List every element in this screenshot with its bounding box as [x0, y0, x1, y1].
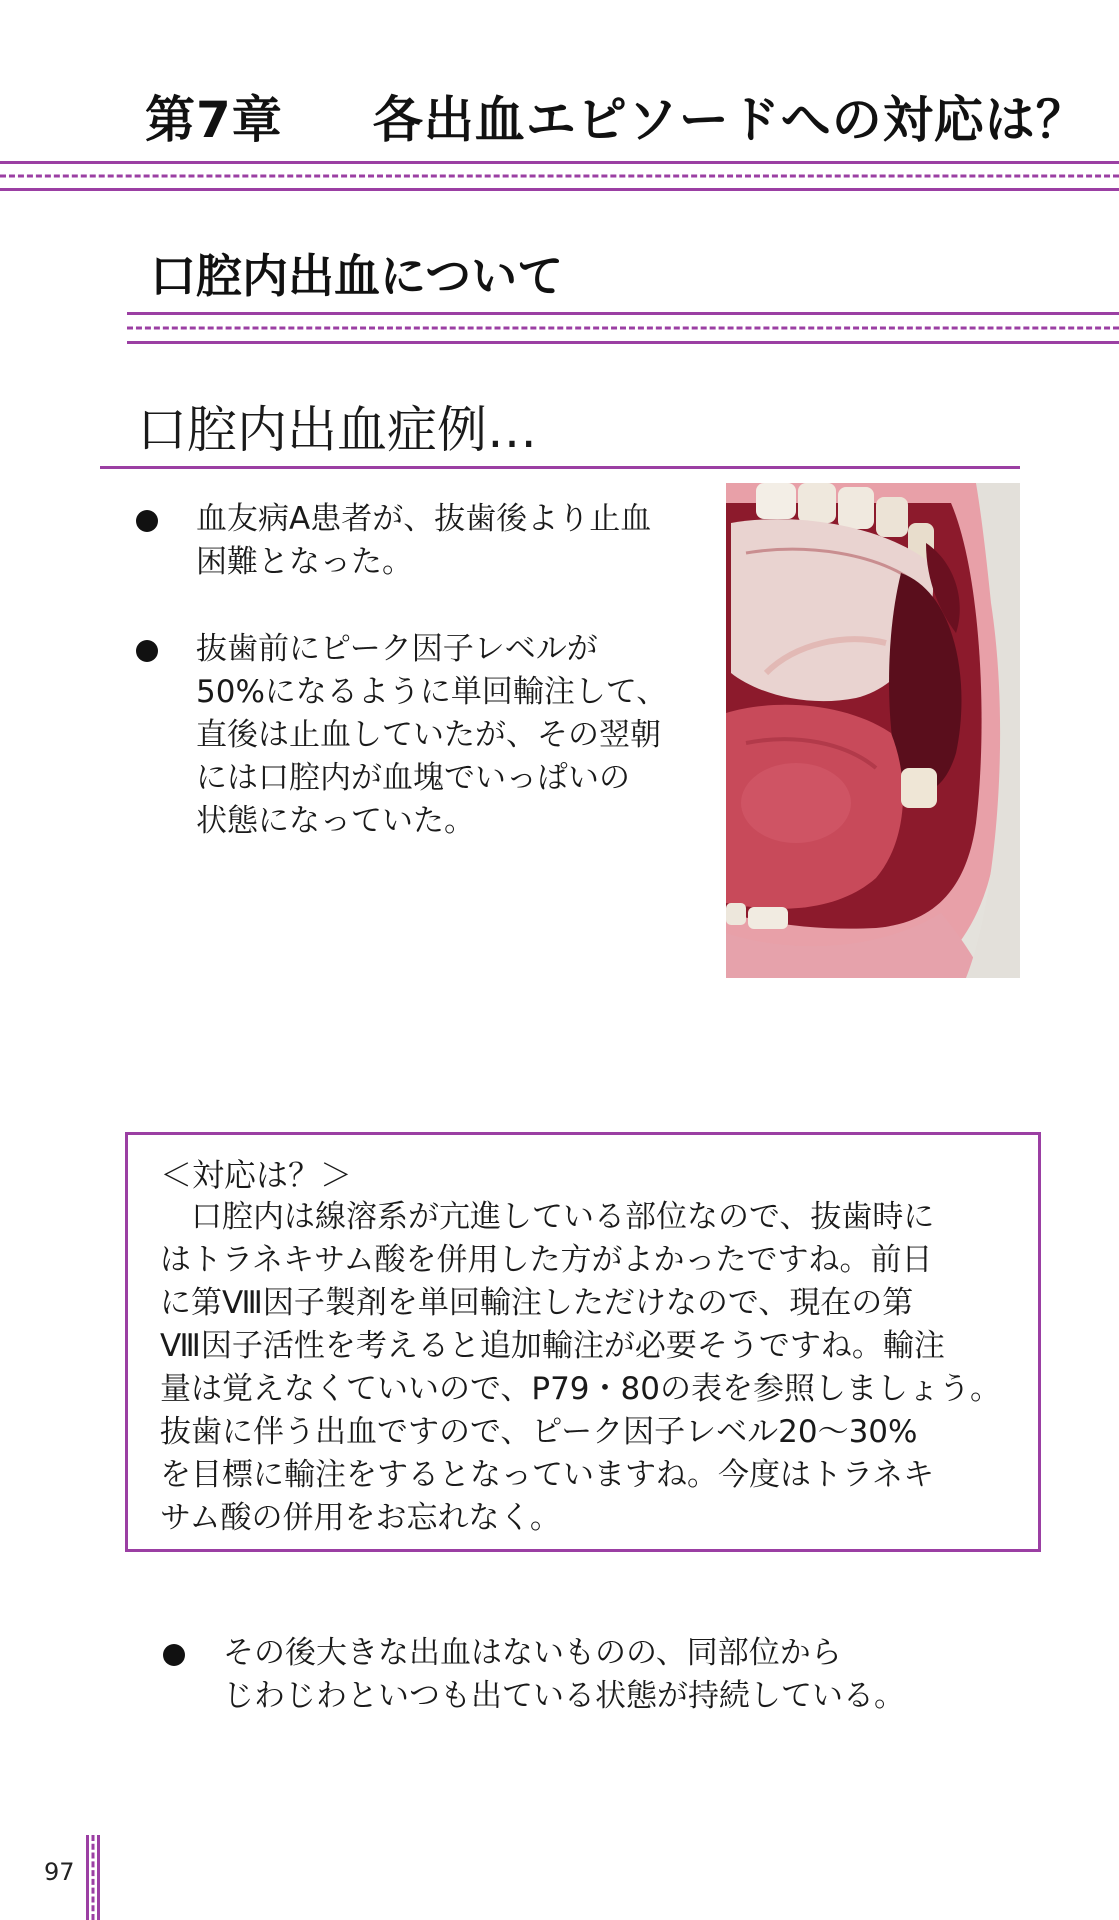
chapter-number: 第7章 — [145, 91, 283, 149]
page-margin-bar — [86, 1835, 100, 1920]
page-number: 97 — [44, 1858, 75, 1886]
bullet-icon — [163, 1644, 185, 1666]
followup-bullet — [163, 1632, 1043, 1718]
bullet-icon — [136, 640, 158, 662]
case-bullet — [136, 628, 716, 843]
chapter-title: 各出血エピソードへの対応は？ — [372, 91, 1087, 149]
chapter-heading — [145, 80, 1087, 152]
response-heading: ＜対応は？＞ — [160, 1156, 353, 1194]
case-bullet-text: 血友病A患者が、抜歯後より止血 困難となった。 — [196, 501, 652, 580]
bleeding-mouth-photo — [726, 483, 1020, 978]
case-title: 口腔内出血症例… — [137, 401, 537, 459]
bullet-icon — [136, 510, 158, 532]
followup-bullet-text: その後大きな出血はないものの、同部位から じわじわといつも出ている状態が持続している。 — [223, 1635, 905, 1714]
section-divider — [127, 312, 1119, 344]
chapter-divider — [0, 161, 1119, 191]
case-bullet — [136, 498, 696, 584]
case-title-underline — [100, 466, 1020, 469]
case-bullet-text: 抜歯前にピーク因子レベルが 50%になるように単回輸注して、 直後は止血していたが、その翌朝 には口腔内が血塊でいっぱいの 状態になっていた。 — [196, 631, 668, 839]
response-body: 口腔内は線溶系が亢進している部位なので、抜歯時に はトラネキサム酸を併用した方がよかったですね。前日 に第Ⅷ因子製剤を単回輸注しただけなので、現在の第 Ⅷ因子活性を考えると追加輸注が必要そうですね。輸注 量は覚えなくていいので、P79・80の表を参照しましょう。 抜歯に伴う出血ですので、ピーク因子レベル20～30% を目標に輸注をするとなっていますね。今度はトラネキ サム酸の併用をお忘れなく。 — [160, 1199, 1001, 1536]
section-title: 口腔内出血について — [150, 249, 564, 303]
